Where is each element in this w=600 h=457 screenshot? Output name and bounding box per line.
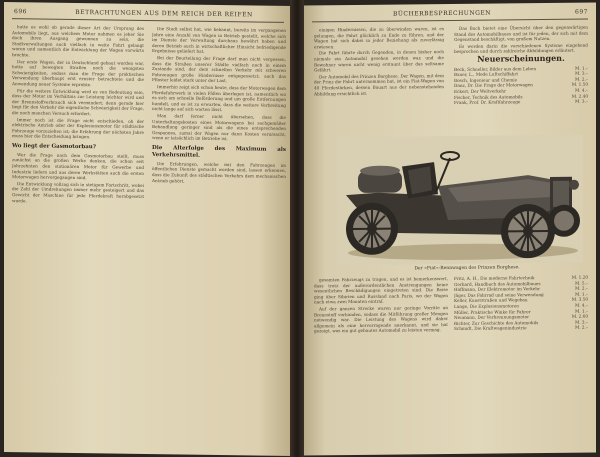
paragraph: Immerhin zeigt sich schon heute, dass der Motorwagen dem Pferdefuhrwerk in vielen Fällen überlegen ist, namentlich wo es sich um schnelle Beförderung und um große Entfernungen handelt, und es ist zu erwarten, dass die weitere Verbreitung nicht lange auf sich warten lässt. — [152, 84, 286, 113]
section-heading: Wo liegt der Gasmotorbau? — [12, 142, 97, 151]
list-item: Danz, Dr. Die Frage der Motorwagen M. 1.50 — [454, 81, 588, 89]
list-item: Richter, Zur Geschichte des Automobils M. 3.– — [454, 319, 588, 326]
running-head-left: BETRACHTUNGEN AUS DEM REICH DER REIFEN — [75, 8, 253, 19]
list-item: Fischer, Technik des Automobils M. 2.40 — [454, 93, 588, 100]
running-head-right: BÜCHERBESPRECHUNGEN — [392, 9, 492, 18]
list-item: Schmidt, Die Kraftwagenindustrie M. 2.– — [454, 324, 588, 332]
figure-caption: Der »Fiat«-Rennwagen des Prinzen Borghese. — [414, 265, 520, 272]
list-item: Frank, Prof. Dr. Kraftfahrzeuge M. 3.– — [454, 98, 588, 106]
right-page — [302, 2, 596, 455]
list-item: Eckert, Der Weltverkehr M. 4.– — [454, 87, 588, 94]
list-item: Müller, Praktische Winke für Fahrer M. 1.– — [454, 308, 588, 315]
left-column-2 — [152, 26, 286, 448]
paragraph: einigen Hindernissen, die zu überwinden waren, ist es gelungen, die Fahrt glücklich zu Ende zu führen, und der Wagen hat sich dabei in jeder Beziehung als zuverlässig erwiesen. — [314, 26, 444, 50]
paragraph: Der Automobil des Prinzen Borghese. Der Wagen, mit dem der Prinz die Fahrt unternommen hat, ist ein Fiat-Wagen von 40 Pferdestärken, dessen Bauart aus der nebenstehenden Abbildung ersichtlich ist. — [314, 72, 444, 96]
paragraph: Auf der ganzen Strecke waren nur geringe Vorräte an Brennstoff vorhanden, sodass die Mitführung großer Mengen notwendig war. Die Leistung des Wagens wird daher allgemein als eine hervorragende anerkannt, und sie hat gezeigt, was ein gut gebautes Automobil zu leisten vermag. — [314, 304, 448, 334]
paragraph: Die Entwicklung vollzog sich in stetigem Fortschritt, wobei die Zahl der Umdrehungen immer mehr gesteigert und das Gewicht der Maschine für jede Pferdekraft herabgesetzt wurde. — [12, 181, 144, 203]
paragraph: Die Erfahrungen, welche mit den Fahrzeugen im öffentlichen Dienste gemacht worden sind, lassen erkennen, dass die Zukunft des städtischen Verkehrs dem mechanischen Antrieb gehört. — [152, 160, 286, 184]
list-item: Fritz, A. H., Die moderne Fahrtechnik M. 1.20 — [454, 274, 588, 281]
paragraph: Es werden darin die verschiedenen Systeme eingehend besprochen und durch zahlreiche Abbildungen erläutert. — [454, 42, 588, 55]
list-item: Beck, Schneller, Bilder aus dem Leben M. 1.– — [454, 65, 588, 72]
right-column-2-top — [454, 25, 588, 136]
paragraph: Das Buch bietet eine Übersicht über den gegenwärtigen Stand des Automobilbaues und ist für jeden, der sich mit dem Gegenstand beschäftigt, von großem Nutzen. — [454, 24, 588, 43]
list-item: Bauer, L., Mode Luftschiffahrt M. 3.– — [454, 70, 588, 78]
paragraph: Für die weitere Entwicklung wird es von Bedeutung sein, dass der Motor im Verhältnis zur Leistung leichter wird und der Brennstoffverbrauch sich vermindert; denn gerade hier liegt für den Verkehr die eigentliche Schwierigkeit der Frage, die noch manchen Versuch erfordert. — [12, 87, 144, 117]
list-item: Neumann, Der Verbrennungsmotor M. 2.60 — [454, 313, 588, 321]
paragraph: Man darf ferner nicht übersehen, dass die Unterhaltungskosten eines Motorwagens bei sachgemäßer Behandlung geringer sind als die eines entsprechenden Gespannes, zumal der Wagen nur dann Kosten verursacht, wenn er tatsächlich im Betriebe ist. — [152, 113, 286, 142]
list-item: Hoffmann, Der Elektromotor im Verkehr M. 2.– — [454, 285, 588, 293]
right-column-1-bottom — [314, 276, 448, 449]
race-car-illustration — [338, 135, 583, 266]
header-rule-left — [12, 18, 284, 23]
right-column-1-top — [314, 26, 444, 135]
page-number-right: 697 — [575, 8, 588, 16]
left-page — [4, 2, 293, 456]
list-item: Keller, Kunststraßen und Wegebau M. 3.50 — [454, 296, 588, 304]
paragraph: Bei der Beurteilung der Frage darf man nicht vergessen, dass die Straßen unserer Städte vielfach noch in einem Zustande sind, der dem schnellen Verkehr mit schweren Fahrzeugen große Hindernisse entgegensetzt; auch das Pflaster leidet stark unter der Last. — [152, 55, 286, 84]
paragraph: gesamten Fahrzeugs zu tragen, und es ist bemerkenswert, dass trotz der außerordentlichen Anstrengungen keine wesentlichen Beschädigungen eingetreten sind. Die Reise ging über Sibirien und Russland nach Paris, wo der Wagen nach etwa zwei Monaten eintraf. — [314, 276, 448, 305]
right-column-2-bottom — [454, 275, 588, 448]
paragraph: Wer die Frage nach dem Gasmotorbau stellt, muss zunächst an die großen Werke denken, die schon seit Jahrzehnten den stationären Motor für Gewerbe und Industrie liefern und aus deren Werkstätten auch die ersten Motorwagen hervorgegangen sind. — [12, 152, 144, 181]
paragraph: hatte es wohl ob gerade dieser Art der Ursprung des Automobils liegt, aus welchem Motor nahmen es jeher Sie doch ihren Ausgang gewonnen zu sein, die Stadtverwaltungen auch vielfach in weite Fahrt gelangt waren und namentlich die Entwicklung der Wagen vorwärts brachte. — [12, 24, 144, 58]
section-title: Neuerscheinungen. — [477, 52, 565, 64]
paragraph: Die Stadt selbst hat, wie bekannt, bereits im vergangenen Jahre eine Anzahl von Wagen in Betrieb gestellt, welche sich im Dienste der Verwaltung durchaus bewährt haben und deren Betrieb auch in wirtschaftlicher Hinsicht befriedigende Ergebnisse geliefert hat. — [152, 26, 286, 55]
list-item: Gerhard, Handbuch des Automobilbaues M. 5.– — [454, 280, 588, 287]
list-item: Bosch, Ingenieur und Chemie M. 2.– — [454, 76, 588, 83]
left-column-1 — [12, 24, 144, 446]
section-heading: Die Alterfolge des Maximum als Verkehrsmittel. — [152, 144, 286, 159]
list-item: Lange, Die Explosionsmotoren M. 4.– — [454, 302, 588, 309]
header-rule-right — [312, 19, 588, 23]
page-number-left: 696 — [14, 8, 27, 16]
paragraph: Die Fahrt führte durch Gegenden, in denen bisher noch niemals ein Automobil gesehen worden war, und die Bewohner waren nicht wenig erstaunt über das seltsame Gefährt. — [314, 49, 444, 73]
list-item: Jäger, Das Fahrrad und seine Verwendung M. 1.– — [454, 291, 588, 298]
book-gutter — [290, 0, 304, 457]
paragraph: Der erste Wagen, der in Deutschland gebaut worden war, hatte auf bewegten Straßen noch die wenigsten Schwierigkeiten, sodass man die Frage der praktischen Verwendung überhaupt erst ernster betrachtete und die Anwendung neuer Systeme erprobte. — [12, 58, 144, 88]
paragraph: Immer noch ist die Frage nicht entschieden, ob der elektrische Antrieb oder der Explosionsmotor für städtische Fahrzeuge vorzuziehen ist; die Erfahrung der nächsten Jahre muss hier die Entscheidung bringen. — [12, 116, 144, 140]
